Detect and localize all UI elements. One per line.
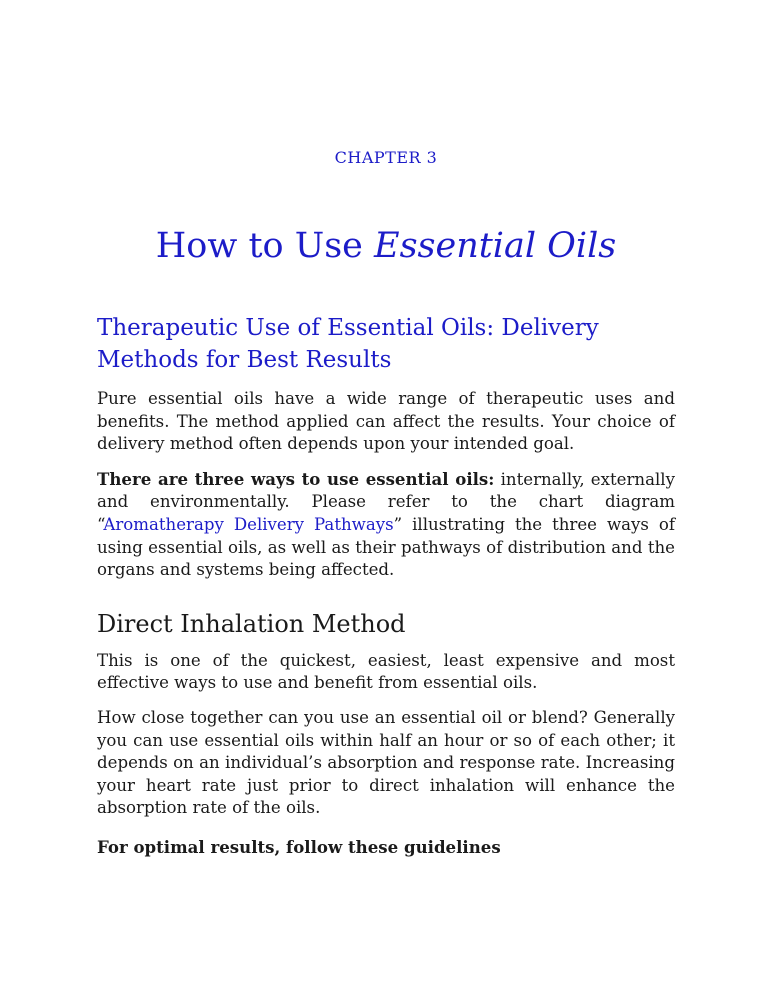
guidelines-heading: For optimal results, follow these guidelines xyxy=(97,836,501,857)
intro-paragraph: Pure essential oils have a wide range of therapeutic uses and benefits. The method applied can affect the results. Your choice of delivery method often depends upon your intended goal. xyxy=(97,389,675,454)
chapter-label: CHAPTER 3 xyxy=(334,148,438,167)
inhalation-paragraph-1: This is one of the quickest, easiest, least expensive and most effective ways to use and benefit from essential oils. xyxy=(97,650,675,693)
chapter-title xyxy=(0,226,772,266)
three-ways-paragraph xyxy=(97,468,675,582)
chapter-title-emphasis: Essential Oils xyxy=(374,226,617,266)
three-ways-text-b: ” illustrating the three ways of using essential oils, as well as their pathways of distribution and the organs and systems being affected. xyxy=(97,514,676,580)
section-heading: Therapeutic Use of Essential Oils: Delivery Methods for Best Results xyxy=(97,315,599,373)
aromatherapy-pathways-link[interactable]: Aromatherapy Delivery Pathways xyxy=(103,514,394,534)
three-ways-text-a: internally, externally and environmentally. Please refer to the chart diagram “ xyxy=(97,469,675,534)
chapter-title-plain: How to Use xyxy=(155,226,375,266)
three-ways-lead: There are three ways to use essential oils: xyxy=(97,468,495,489)
direct-inhalation-heading: Direct Inhalation Method xyxy=(97,609,406,638)
inhalation-paragraph-2: How close together can you use an essential oil or blend? Generally you can use essential oils within half an hour or so of each other; it depends on an individual’s absorption and response rate. Increasing your heart rate just prior to direct inhalation will enhance the absorption rate of the oils. xyxy=(97,707,675,818)
chapter-body xyxy=(97,312,675,858)
